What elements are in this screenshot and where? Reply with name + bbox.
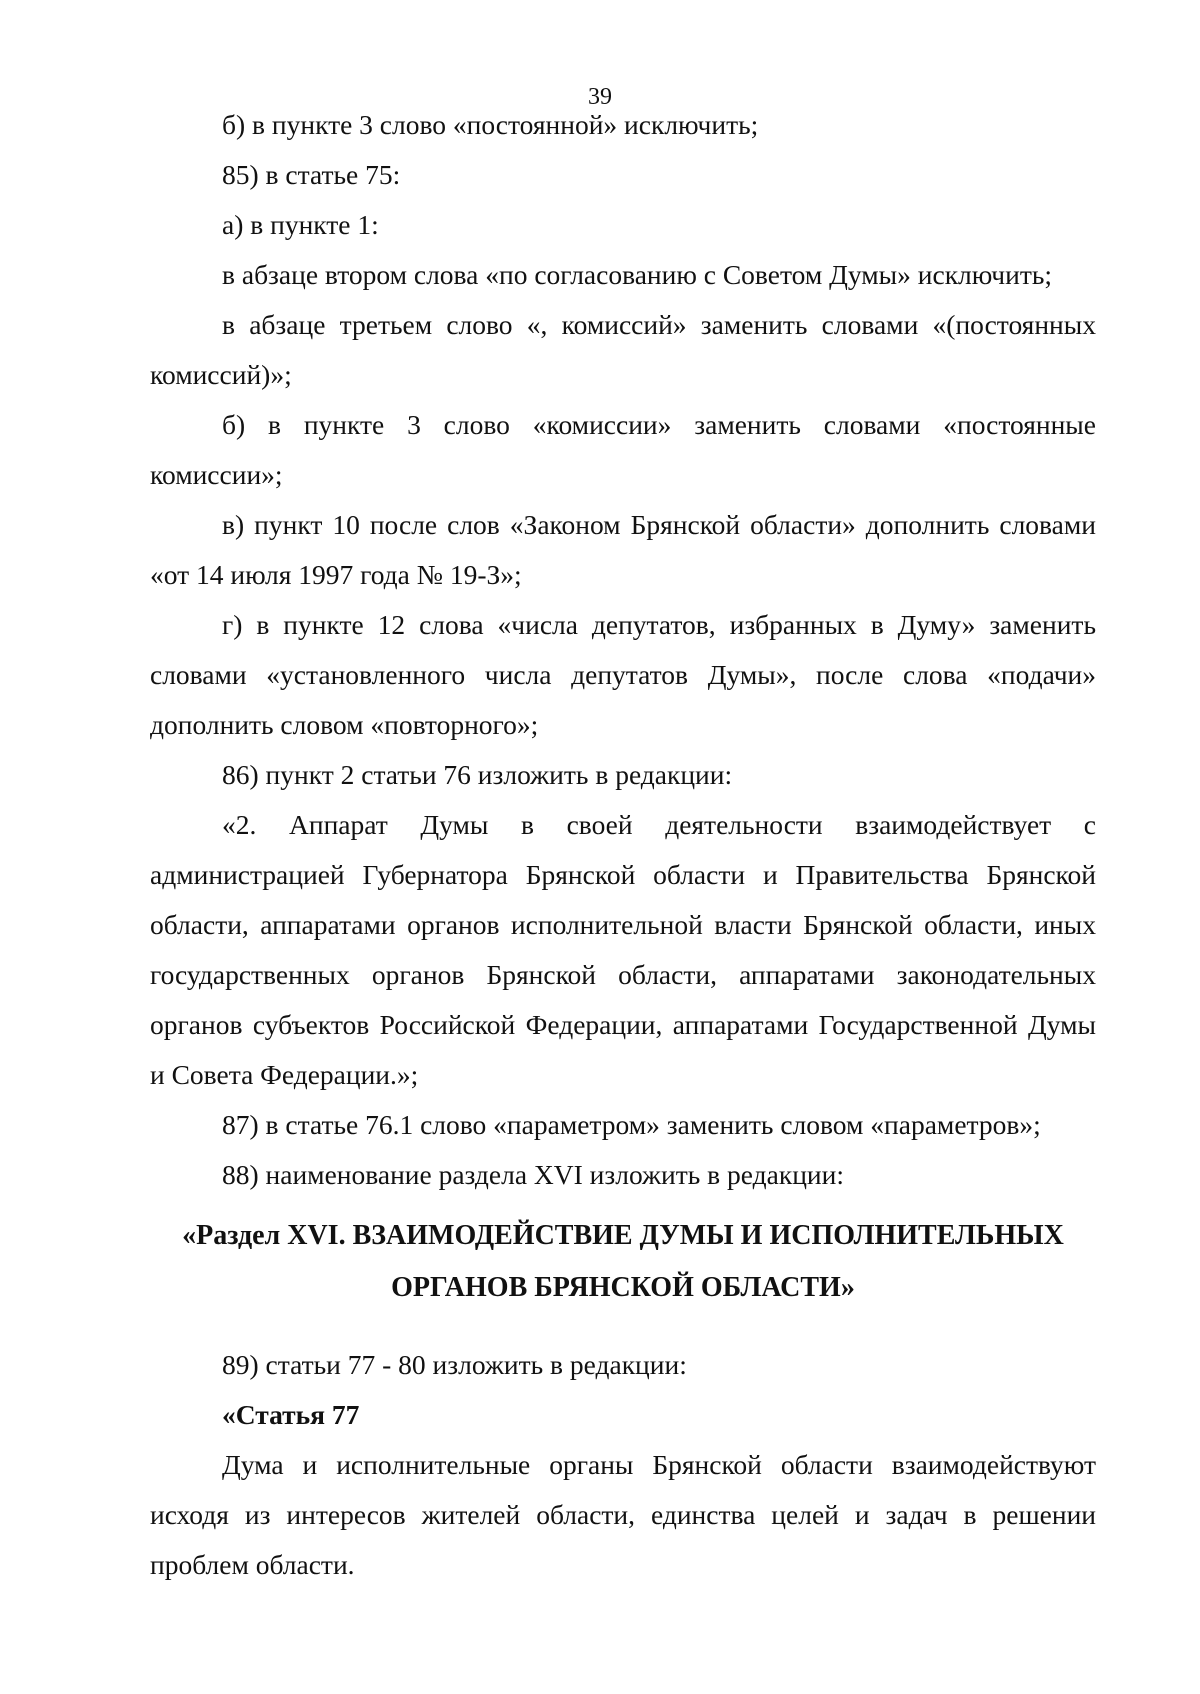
paragraph-8 [150,600,1096,750]
paragraph-4 [150,250,1096,300]
paragraph-text: 86) пункт 2 статьи 76 изложить в редакции: [222,759,733,790]
section-heading [150,1210,1096,1314]
paragraph-10 [150,800,1096,1100]
paragraph-text: «2. Аппарат Думы в своей деятельности взаимодействует с администрацией Губернатора Брянской области и Правительства Брянской области, аппаратами органов исполнительной власти Брянской области, иных государственных органов Брянской области, аппаратами законодательных органов субъектов Российской Федерации, аппаратами Государственной Думы и Совета Федерации.»; [150,809,1096,1090]
paragraph-13 [150,1340,1096,1390]
paragraph-14 [150,1440,1096,1590]
paragraph-text: 89) статьи 77 - 80 изложить в редакции: [222,1349,687,1380]
section-heading-line-2: ОРГАНОВ БРЯНСКОЙ ОБЛАСТИ» [391,1272,855,1303]
paragraph-5 [150,300,1096,400]
paragraph-text: 85) в статье 75: [222,159,401,190]
section-heading-line-1: «Раздел XVI. ВЗАИМОДЕЙСТВИЕ ДУМЫ И ИСПОЛНИТЕЛЬНЫХ [182,1220,1064,1251]
paragraph-text: в) пункт 10 после слов «Законом Брянской области» дополнить словами «от 14 июля 1997 года № 19-З»; [150,509,1096,590]
paragraph-9 [150,750,1096,800]
paragraph-text: 87) в статье 76.1 слово «параметром» заменить словом «параметров»; [222,1109,1041,1140]
paragraph-6 [150,400,1096,500]
page-number: 39 [588,84,612,110]
paragraph-text: б) в пункте 3 слово «постоянной» исключить; [222,109,759,140]
paragraph-text: 88) наименование раздела XVI изложить в редакции: [222,1159,844,1190]
paragraph-text: в абзаце третьем слово «, комиссий» заменить словами «(постоянных комиссий)»; [150,309,1096,390]
paragraph-3 [150,200,1096,250]
paragraph-text: в абзаце втором слова «по согласованию с Советом Думы» исключить; [222,259,1053,290]
article-label: «Статья 77 [222,1399,360,1430]
paragraph-12 [150,1150,1096,1200]
paragraph-2 [150,150,1096,200]
paragraph-text: б) в пункте 3 слово «комиссии» заменить словами «постоянные комиссии»; [150,409,1096,490]
paragraph-text: Дума и исполнительные органы Брянской области взаимодействуют исходя из интересов жителей области, единства целей и задач в решении проблем области. [150,1449,1096,1580]
paragraph-1 [150,100,1096,150]
paragraph-text: а) в пункте 1: [222,209,379,240]
paragraph-7 [150,500,1096,600]
paragraph-text: г) в пункте 12 слова «числа депутатов, избранных в Думу» заменить словами «установленного числа депутатов Думы», после слова «подачи» дополнить словом «повторного»; [150,609,1096,740]
paragraph-11 [150,1100,1096,1150]
